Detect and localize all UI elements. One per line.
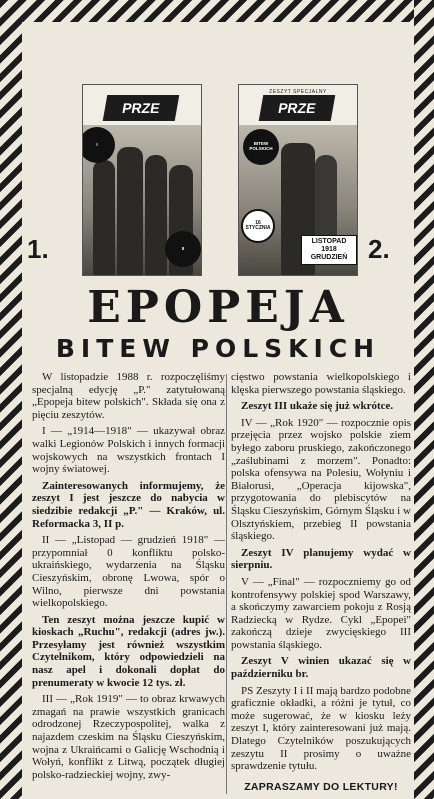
cover-logo: PRZE — [259, 95, 336, 121]
paragraph: W listopadzie 1988 r. rozpoczęliśmy specjalną edycję „P." zatytułowaną „Epopeja bitew polskich". Składa się ona z pięciu zeszytów. — [32, 371, 225, 421]
cover-badge-1: I — [82, 127, 115, 163]
cover-badge-2: II — [165, 231, 201, 267]
article-page — [22, 22, 414, 799]
paragraph-bold: Ten zeszyt można jeszcze kupić w kioskach „Ruchu", redakcji (adres jw.). Przesyłamy jest również wszystkim Czytelnikom, który odpowiedzieli na nasz apel i dokonali dopłat do prenumeraty w kwocie 12 tys. zł. — [32, 613, 225, 689]
paragraph: IV — „Rok 1920" — rozpocznie opis przejęcia przez wojsko polskie ziem byłego zaboru pruskiego, zakończonego „zaślubinami z morzem". Ponadto: polska ofensywa na Polesiu, Wołyniu i Białorusi, „Operacja kijowska", przygotowania do plebiscytów na Śląsku Cieszyńskim, Górnym Śląsku i w Olsztyńskiem, przebieg II powstania śląskiego. — [231, 416, 411, 543]
closing-line: ZAPRASZAMY DO LEKTURY! — [244, 780, 398, 793]
cover-badge-date: 16 STYCZNIA — [241, 209, 275, 243]
paragraph: III — „Rok 1919" — to obraz krwawych zmagań na prawie wszystkich granicach odrodzonej Rzeczypospolitej, walka z najazdem czeskim na Śląsku Cieszyńskim, wojna z Ukraińcami o Galicję Wschodnią i Wołyń, konflikt z Litwą, początek długiej polsko-radzieckiej wojny, zwy- — [32, 693, 225, 781]
paragraph: II — „Listopad — grudzień 1918" — przypomniał 0 konfliktu polsko-ukraińskiego, wydarzenia na Śląsku Cieszyńskim, obronę Lwowa, spór o Wilno, pierwsze dni powstania wielkopolskiego. — [32, 534, 225, 610]
paragraph: V — „Final" — rozpoczniemy go od kontrofensywy polskiej spod Warszawy, a skończymy zawarciem pokoju z Rosją Radziecką w Rydze. Cykl „Epopei" zakończą dzieje zwycięskiego III powstania śląskiego. — [231, 575, 411, 651]
subheadline: BITEW POLSKICH — [55, 334, 381, 363]
cover-logo: PRZE — [103, 95, 180, 121]
cover-supertitle: ZESZYT SPECJALNY — [269, 89, 327, 95]
cover-ribbon: LISTOPAD 1918 GRUDZIEŃ — [301, 235, 357, 265]
border-stripes-right — [414, 0, 434, 799]
column-divider — [226, 374, 227, 794]
cover-badge-title: BITEW POLSKICH — [243, 129, 279, 165]
border-stripes-left — [0, 0, 22, 799]
left-column — [32, 371, 225, 785]
headline: EPOPEJA — [87, 282, 349, 333]
paragraph: I — „1914—1918" — ukazywał obraz walki Legionów Polskich i innych formacji wojskowych na wszystkich frontach I wojny światowej. — [32, 425, 225, 476]
cover-image-2 — [238, 84, 358, 276]
cover-image-1 — [82, 84, 202, 276]
paragraph: cięstwo powstania wielkopolskiego i klęska pierwszego powstania śląskiego. — [231, 371, 411, 396]
paragraph-bold: Zeszyt IV planujemy wydać w sierpniu. — [231, 546, 411, 572]
cover-number-1: 1. — [27, 234, 49, 264]
paragraph-bold: Zeszyt III ukaże się już wkrótce. — [241, 400, 394, 413]
cover-number-2: 2. — [368, 234, 390, 264]
paragraph-bold: Zeszyt V winien ukazać się w październiku br. — [231, 655, 411, 681]
right-column — [231, 371, 411, 793]
paragraph-bold: Zainteresowanych informujemy, że zeszyt I jest jeszcze do nabycia w siedzibie redakcji „P." — Kraków, ul. Reformacka 3, II p. — [32, 479, 225, 530]
border-stripes-top — [0, 0, 434, 22]
paragraph: PS Zeszyty I i II mają bardzo podobne graficznie okładki, a różni je tytuł, co może sugerować, że w kiosku leży zeszyt I, który zainteresowani już mają. Dlatego Czytelników poszukujących zeszytu II prosimy o uważne sprawdzenie tytułu. — [231, 684, 411, 773]
